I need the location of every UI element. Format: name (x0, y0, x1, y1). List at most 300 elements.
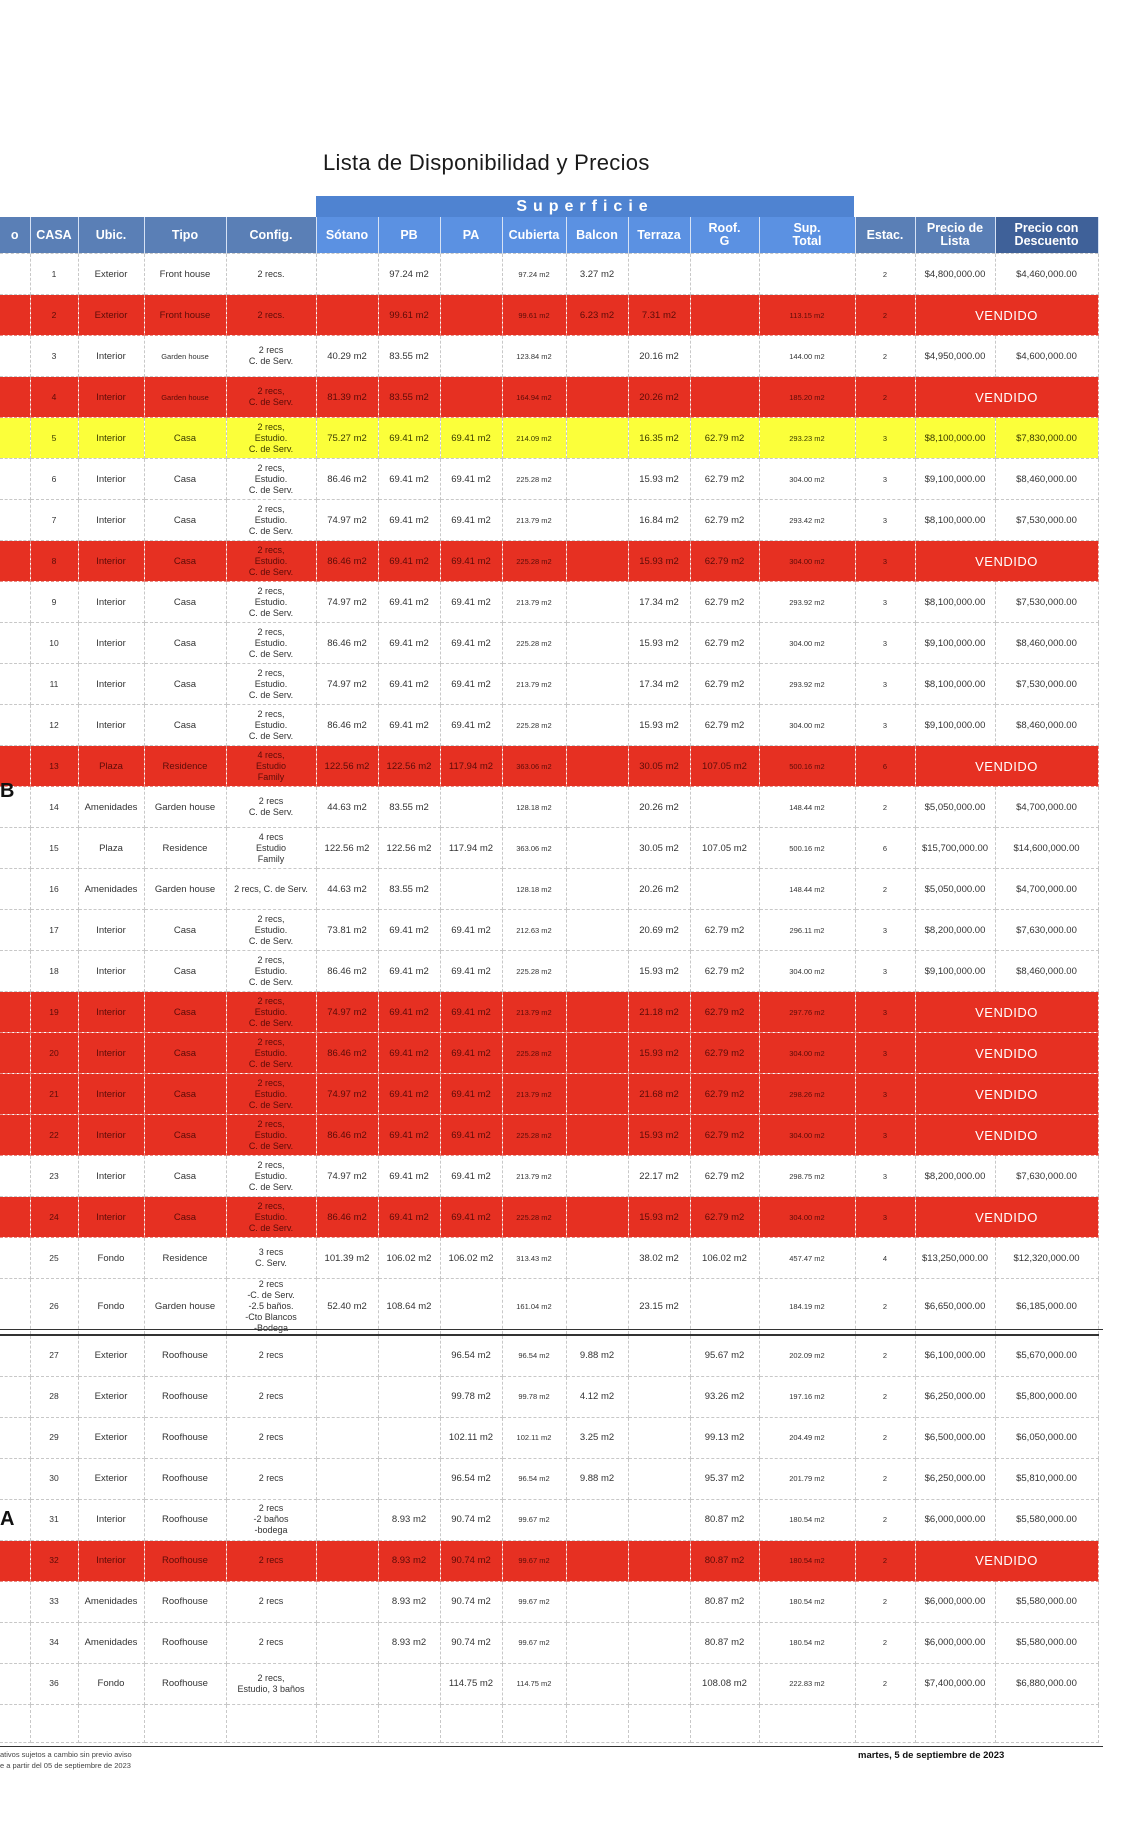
cell-ubic: Interior (78, 1540, 144, 1581)
cell-sup-total: 457.47 m2 (759, 1238, 855, 1279)
table-row (0, 1704, 1098, 1742)
cell-edge (0, 582, 30, 623)
cell-casa: 33 (30, 1581, 78, 1622)
cell-precio-descuento: $6,050,000.00 (995, 1417, 1098, 1458)
cell-casa: 20 (30, 1033, 78, 1074)
cell-cubierta: 102.11 m2 (502, 1417, 566, 1458)
header-estac: Estac. (855, 217, 915, 254)
cell-sup-total: 304.00 m2 (759, 1115, 855, 1156)
cell-balcon: 9.88 m2 (566, 1335, 628, 1376)
table-row (0, 1417, 1098, 1458)
cell-config: 2 recs, Estudio. C. de Serv. (226, 705, 316, 746)
cell-terraza: 17.34 m2 (628, 664, 690, 705)
cell-cubierta: 99.67 m2 (502, 1499, 566, 1540)
header-config: Config. (226, 217, 316, 254)
cell-tipo: Garden house (144, 1279, 226, 1336)
cell-roof: 106.02 m2 (690, 1238, 759, 1279)
table-row (0, 1197, 1098, 1238)
cell-balcon (566, 992, 628, 1033)
cell-sup-total: 500.16 m2 (759, 746, 855, 787)
cell-terraza: 15.93 m2 (628, 459, 690, 500)
cell-balcon (566, 336, 628, 377)
cell-ubic: Interior (78, 664, 144, 705)
cell-roof: 62.79 m2 (690, 1033, 759, 1074)
cell-precio-descuento: $6,880,000.00 (995, 1663, 1098, 1704)
cell-config: 2 recs. (226, 254, 316, 295)
cell-edge (0, 377, 30, 418)
cell-pb: 69.41 m2 (378, 705, 440, 746)
cell-cubierta: 96.54 m2 (502, 1335, 566, 1376)
cell-tipo: Garden house (144, 336, 226, 377)
cell-sup-total: 293.92 m2 (759, 664, 855, 705)
cell-estac: 2 (855, 869, 915, 910)
cell-terraza (628, 254, 690, 295)
cell-roof: 80.87 m2 (690, 1581, 759, 1622)
cell-cubierta: 212.63 m2 (502, 910, 566, 951)
cell-config: 4 recs Estudio Family (226, 828, 316, 869)
cell-pa: 69.41 m2 (440, 1074, 502, 1115)
cell-roof (690, 336, 759, 377)
cell-sotano (316, 1335, 378, 1376)
cell-estac: 3 (855, 705, 915, 746)
cell-terraza: 20.26 m2 (628, 787, 690, 828)
cell-balcon (566, 664, 628, 705)
cell-precio-lista: $9,100,000.00 (915, 705, 995, 746)
cell-pb: 83.55 m2 (378, 869, 440, 910)
cell-estac: 2 (855, 1663, 915, 1704)
cell-edge (0, 992, 30, 1033)
cell-pb: 69.41 m2 (378, 623, 440, 664)
page-title: Lista de Disponibilidad y Precios (323, 150, 650, 175)
cell-ubic: Interior (78, 1115, 144, 1156)
cell-pb: 69.41 m2 (378, 1115, 440, 1156)
cell-ubic: Amenidades (78, 787, 144, 828)
table-row (0, 1376, 1098, 1417)
cell-pb: 69.41 m2 (378, 1197, 440, 1238)
cell-terraza (628, 1622, 690, 1663)
cell-ubic: Interior (78, 1074, 144, 1115)
cell-sotano (316, 1458, 378, 1499)
cell-terraza: 21.18 m2 (628, 992, 690, 1033)
cell-balcon (566, 1540, 628, 1581)
cell-pb (378, 1335, 440, 1376)
cell-sotano: 74.97 m2 (316, 992, 378, 1033)
cell-balcon (566, 1581, 628, 1622)
cell-casa: 27 (30, 1335, 78, 1376)
header-pb: PB (378, 217, 440, 254)
cell-tipo: Casa (144, 992, 226, 1033)
cell-terraza: 20.26 m2 (628, 869, 690, 910)
cell-balcon (566, 1704, 628, 1742)
cell-precio-descuento: $8,460,000.00 (995, 951, 1098, 992)
cell-roof: 108.08 m2 (690, 1663, 759, 1704)
cell-estac: 3 (855, 992, 915, 1033)
cell-tipo: Casa (144, 418, 226, 459)
cell-sotano: 122.56 m2 (316, 828, 378, 869)
cell-cubierta: 123.84 m2 (502, 336, 566, 377)
cell-casa: 4 (30, 377, 78, 418)
cell-config: 2 recs -2 baños -bodega (226, 1499, 316, 1540)
cell-sotano: 52.40 m2 (316, 1279, 378, 1336)
cell-tipo: Garden house (144, 377, 226, 418)
cell-roof: 62.79 m2 (690, 1115, 759, 1156)
cell-config: 2 recs, Estudio. C. de Serv. (226, 541, 316, 582)
table-row (0, 582, 1098, 623)
cell-pa: 96.54 m2 (440, 1335, 502, 1376)
cell-sotano: 86.46 m2 (316, 951, 378, 992)
cell-config: 2 recs (226, 1581, 316, 1622)
header-balcon: Balcon (566, 217, 628, 254)
cell-config: 2 recs (226, 1540, 316, 1581)
cell-estac: 2 (855, 254, 915, 295)
cell-sup-total: 296.11 m2 (759, 910, 855, 951)
cell-config (226, 1704, 316, 1742)
cell-config: 2 recs -C. de Serv. -2.5 baños. -Cto Blancos -Bodega (226, 1279, 316, 1336)
cell-pa (440, 869, 502, 910)
cell-sup-total: 304.00 m2 (759, 1197, 855, 1238)
sold-badge: VENDIDO (915, 1074, 1098, 1115)
cell-ubic: Plaza (78, 828, 144, 869)
cell-edge (0, 910, 30, 951)
cell-pa: 69.41 m2 (440, 910, 502, 951)
cell-sotano: 101.39 m2 (316, 1238, 378, 1279)
cell-estac: 2 (855, 1335, 915, 1376)
cell-cubierta: 213.79 m2 (502, 1074, 566, 1115)
cell-roof: 62.79 m2 (690, 1156, 759, 1197)
cell-sup-total: 304.00 m2 (759, 541, 855, 582)
cell-terraza: 30.05 m2 (628, 828, 690, 869)
cell-roof: 62.79 m2 (690, 1074, 759, 1115)
cell-pa: 69.41 m2 (440, 623, 502, 664)
cell-balcon (566, 787, 628, 828)
cell-precio-lista: $5,050,000.00 (915, 787, 995, 828)
cell-sotano: 74.97 m2 (316, 582, 378, 623)
cell-precio-descuento (995, 1704, 1098, 1742)
cell-tipo: Casa (144, 459, 226, 500)
cell-sotano (316, 1581, 378, 1622)
cell-edge (0, 541, 30, 582)
cell-sup-total: 180.54 m2 (759, 1499, 855, 1540)
cell-sotano (316, 295, 378, 336)
cell-sotano: 74.97 m2 (316, 500, 378, 541)
cell-balcon (566, 1663, 628, 1704)
cell-sup-total: 197.16 m2 (759, 1376, 855, 1417)
cell-ubic: Interior (78, 1033, 144, 1074)
cell-precio-descuento: $6,185,000.00 (995, 1279, 1098, 1336)
cell-pb: 99.61 m2 (378, 295, 440, 336)
cell-config: 2 recs, Estudio. C. de Serv. (226, 582, 316, 623)
header-terraza: Terraza (628, 217, 690, 254)
cell-pa: 90.74 m2 (440, 1581, 502, 1622)
cell-ubic: Interior (78, 1156, 144, 1197)
cell-roof: 62.79 m2 (690, 500, 759, 541)
cell-pb: 8.93 m2 (378, 1622, 440, 1663)
cell-balcon (566, 910, 628, 951)
cell-cubierta: 164.94 m2 (502, 377, 566, 418)
cell-casa: 28 (30, 1376, 78, 1417)
cell-edge (0, 1074, 30, 1115)
cell-tipo: Casa (144, 582, 226, 623)
cell-precio-descuento: $7,830,000.00 (995, 418, 1098, 459)
cell-pa (440, 254, 502, 295)
cell-casa: 31 (30, 1499, 78, 1540)
cell-estac: 2 (855, 1458, 915, 1499)
cell-precio-descuento: $7,530,000.00 (995, 664, 1098, 705)
cell-ubic: Exterior (78, 1376, 144, 1417)
cell-pa: 114.75 m2 (440, 1663, 502, 1704)
cell-sup-total: 304.00 m2 (759, 1033, 855, 1074)
cell-terraza: 20.69 m2 (628, 910, 690, 951)
cell-ubic: Interior (78, 500, 144, 541)
cell-ubic: Interior (78, 910, 144, 951)
cell-estac: 2 (855, 1417, 915, 1458)
cell-tipo: Casa (144, 951, 226, 992)
cell-precio-lista: $9,100,000.00 (915, 951, 995, 992)
cell-precio-descuento: $4,700,000.00 (995, 869, 1098, 910)
cell-balcon (566, 459, 628, 500)
cell-pb: 122.56 m2 (378, 828, 440, 869)
cell-ubic: Interior (78, 377, 144, 418)
cell-tipo: Roofhouse (144, 1581, 226, 1622)
cell-balcon (566, 869, 628, 910)
sold-badge: VENDIDO (915, 1033, 1098, 1074)
cell-ubic: Interior (78, 336, 144, 377)
cell-estac: 3 (855, 1197, 915, 1238)
cell-ubic: Amenidades (78, 1622, 144, 1663)
cell-pa (440, 336, 502, 377)
cell-config: 2 recs, Estudio. C. de Serv. (226, 992, 316, 1033)
cell-sotano (316, 1417, 378, 1458)
cell-sotano: 44.63 m2 (316, 869, 378, 910)
cell-balcon (566, 1074, 628, 1115)
cell-casa: 16 (30, 869, 78, 910)
cell-terraza: 16.84 m2 (628, 500, 690, 541)
cell-edge (0, 418, 30, 459)
cell-casa: 24 (30, 1197, 78, 1238)
cell-ubic: Interior (78, 951, 144, 992)
cell-ubic: Amenidades (78, 869, 144, 910)
cell-sotano: 122.56 m2 (316, 746, 378, 787)
cell-sotano: 86.46 m2 (316, 1033, 378, 1074)
cell-balcon (566, 500, 628, 541)
cell-pb (378, 1458, 440, 1499)
cell-sotano: 74.97 m2 (316, 664, 378, 705)
cell-roof: 62.79 m2 (690, 992, 759, 1033)
cell-tipo: Casa (144, 664, 226, 705)
cell-tipo: Casa (144, 1197, 226, 1238)
cell-precio-lista: $8,200,000.00 (915, 1156, 995, 1197)
cell-pb: 69.41 m2 (378, 541, 440, 582)
cell-sup-total: 204.49 m2 (759, 1417, 855, 1458)
cell-roof: 62.79 m2 (690, 1197, 759, 1238)
cell-precio-lista: $8,100,000.00 (915, 664, 995, 705)
cell-balcon (566, 1499, 628, 1540)
header-casa: CASA (30, 217, 78, 254)
cell-casa: 29 (30, 1417, 78, 1458)
cell-roof (690, 1704, 759, 1742)
cell-precio-descuento: $14,600,000.00 (995, 828, 1098, 869)
table-row (0, 1581, 1098, 1622)
cell-casa: 11 (30, 664, 78, 705)
cell-sotano (316, 1704, 378, 1742)
sold-badge: VENDIDO (915, 1115, 1098, 1156)
table-row (0, 500, 1098, 541)
cell-tipo: Casa (144, 500, 226, 541)
table-row (0, 1074, 1098, 1115)
cell-ubic: Amenidades (78, 1581, 144, 1622)
cell-pa: 90.74 m2 (440, 1622, 502, 1663)
footer-date: martes, 5 de septiembre de 2023 (858, 1750, 1005, 1761)
cell-casa: 26 (30, 1279, 78, 1336)
cell-cubierta: 225.28 m2 (502, 459, 566, 500)
cell-estac: 2 (855, 1622, 915, 1663)
cell-tipo: Roofhouse (144, 1458, 226, 1499)
table-row (0, 254, 1098, 295)
cell-sup-total: 185.20 m2 (759, 377, 855, 418)
cell-pb: 122.56 m2 (378, 746, 440, 787)
cell-config: 2 recs C. de Serv. (226, 336, 316, 377)
cell-sotano: 86.46 m2 (316, 623, 378, 664)
cell-config: 3 recs C. Serv. (226, 1238, 316, 1279)
cell-config: 2 recs, Estudio. C. de Serv. (226, 664, 316, 705)
cell-sotano (316, 1540, 378, 1581)
cell-casa: 14 (30, 787, 78, 828)
cell-balcon (566, 1033, 628, 1074)
cell-tipo: Casa (144, 1033, 226, 1074)
table-row (0, 1115, 1098, 1156)
sold-badge: VENDIDO (915, 992, 1098, 1033)
cell-pb: 97.24 m2 (378, 254, 440, 295)
cell-terraza (628, 1581, 690, 1622)
cell-casa: 21 (30, 1074, 78, 1115)
cell-estac: 2 (855, 787, 915, 828)
cell-estac: 4 (855, 1238, 915, 1279)
cell-edge (0, 623, 30, 664)
cell-pa: 90.74 m2 (440, 1540, 502, 1581)
footnote-validity: e a partir del 05 de septiembre de 2023 (0, 1761, 131, 1770)
cell-pa: 117.94 m2 (440, 828, 502, 869)
cell-config: 2 recs, Estudio. C. de Serv. (226, 418, 316, 459)
cell-terraza: 15.93 m2 (628, 541, 690, 582)
cell-pb (378, 1704, 440, 1742)
cell-tipo: Residence (144, 828, 226, 869)
cell-pb: 69.41 m2 (378, 459, 440, 500)
table-row (0, 1499, 1098, 1540)
cell-edge (0, 705, 30, 746)
cell-casa: 32 (30, 1540, 78, 1581)
cell-sup-total: 180.54 m2 (759, 1581, 855, 1622)
cell-precio-lista: $8,200,000.00 (915, 910, 995, 951)
cell-terraza: 15.93 m2 (628, 1033, 690, 1074)
cell-precio-lista: $13,250,000.00 (915, 1238, 995, 1279)
cell-tipo: Roofhouse (144, 1499, 226, 1540)
price-table (0, 217, 1099, 1743)
cell-edge (0, 1115, 30, 1156)
cell-cubierta: 128.18 m2 (502, 787, 566, 828)
cell-sup-total: 293.23 m2 (759, 418, 855, 459)
cell-pb (378, 1417, 440, 1458)
cell-sotano: 86.46 m2 (316, 1197, 378, 1238)
cell-precio-descuento: $5,670,000.00 (995, 1335, 1098, 1376)
cell-precio-descuento: $5,580,000.00 (995, 1581, 1098, 1622)
cell-terraza: 23.15 m2 (628, 1279, 690, 1336)
cell-precio-descuento: $5,580,000.00 (995, 1622, 1098, 1663)
cell-pb: 83.55 m2 (378, 787, 440, 828)
cell-estac: 3 (855, 459, 915, 500)
cell-config: 2 recs (226, 1622, 316, 1663)
cell-precio-descuento: $4,600,000.00 (995, 336, 1098, 377)
cell-config: 2 recs (226, 1376, 316, 1417)
cell-casa: 17 (30, 910, 78, 951)
cell-pa: 69.41 m2 (440, 664, 502, 705)
cell-pb: 83.55 m2 (378, 377, 440, 418)
cell-precio-descuento: $8,460,000.00 (995, 623, 1098, 664)
cell-cubierta: 363.06 m2 (502, 828, 566, 869)
cell-precio-lista: $8,100,000.00 (915, 418, 995, 459)
cell-roof: 93.26 m2 (690, 1376, 759, 1417)
cell-casa: 30 (30, 1458, 78, 1499)
cell-balcon (566, 418, 628, 459)
cell-estac: 3 (855, 910, 915, 951)
cell-precio-lista: $6,100,000.00 (915, 1335, 995, 1376)
header-precio-lista: Precio de Lista (915, 217, 995, 254)
table-row (0, 828, 1098, 869)
cell-config: 2 recs, Estudio. C. de Serv. (226, 910, 316, 951)
cell-pb: 106.02 m2 (378, 1238, 440, 1279)
cell-roof: 99.13 m2 (690, 1417, 759, 1458)
cell-sup-total: 180.54 m2 (759, 1540, 855, 1581)
cell-precio-descuento: $7,630,000.00 (995, 910, 1098, 951)
cell-edge (0, 1540, 30, 1581)
cell-sup-total: 304.00 m2 (759, 623, 855, 664)
cell-sup-total: 201.79 m2 (759, 1458, 855, 1499)
cell-config: 2 recs (226, 1335, 316, 1376)
cell-tipo: Casa (144, 705, 226, 746)
table-row (0, 1238, 1098, 1279)
table-body (0, 254, 1098, 1743)
cell-precio-descuento: $5,810,000.00 (995, 1458, 1098, 1499)
cell-config: 2 recs, Estudio. C. de Serv. (226, 459, 316, 500)
cell-balcon: 6.23 m2 (566, 295, 628, 336)
cell-tipo: Front house (144, 254, 226, 295)
cell-pa: 96.54 m2 (440, 1458, 502, 1499)
cell-precio-lista: $5,050,000.00 (915, 869, 995, 910)
table-row (0, 705, 1098, 746)
cell-roof: 107.05 m2 (690, 828, 759, 869)
cell-cubierta: 225.28 m2 (502, 705, 566, 746)
cell-casa: 19 (30, 992, 78, 1033)
cell-pb: 83.55 m2 (378, 336, 440, 377)
cell-edge (0, 664, 30, 705)
cell-pb: 69.41 m2 (378, 1074, 440, 1115)
table-row (0, 459, 1098, 500)
cell-roof: 95.67 m2 (690, 1335, 759, 1376)
cell-precio-lista: $15,700,000.00 (915, 828, 995, 869)
cell-pa: 69.41 m2 (440, 459, 502, 500)
cell-casa: 12 (30, 705, 78, 746)
cell-pb: 69.41 m2 (378, 951, 440, 992)
cell-pb (378, 1376, 440, 1417)
cell-terraza: 15.93 m2 (628, 623, 690, 664)
section-label-a: A (0, 1508, 15, 1530)
table-row (0, 746, 1098, 787)
cell-cubierta: 161.04 m2 (502, 1279, 566, 1336)
cell-sup-total: 222.83 m2 (759, 1663, 855, 1704)
cell-terraza: 30.05 m2 (628, 746, 690, 787)
cell-precio-descuento: $8,460,000.00 (995, 459, 1098, 500)
cell-estac: 3 (855, 500, 915, 541)
header-precio-descuento: Precio con Descuento (995, 217, 1098, 254)
